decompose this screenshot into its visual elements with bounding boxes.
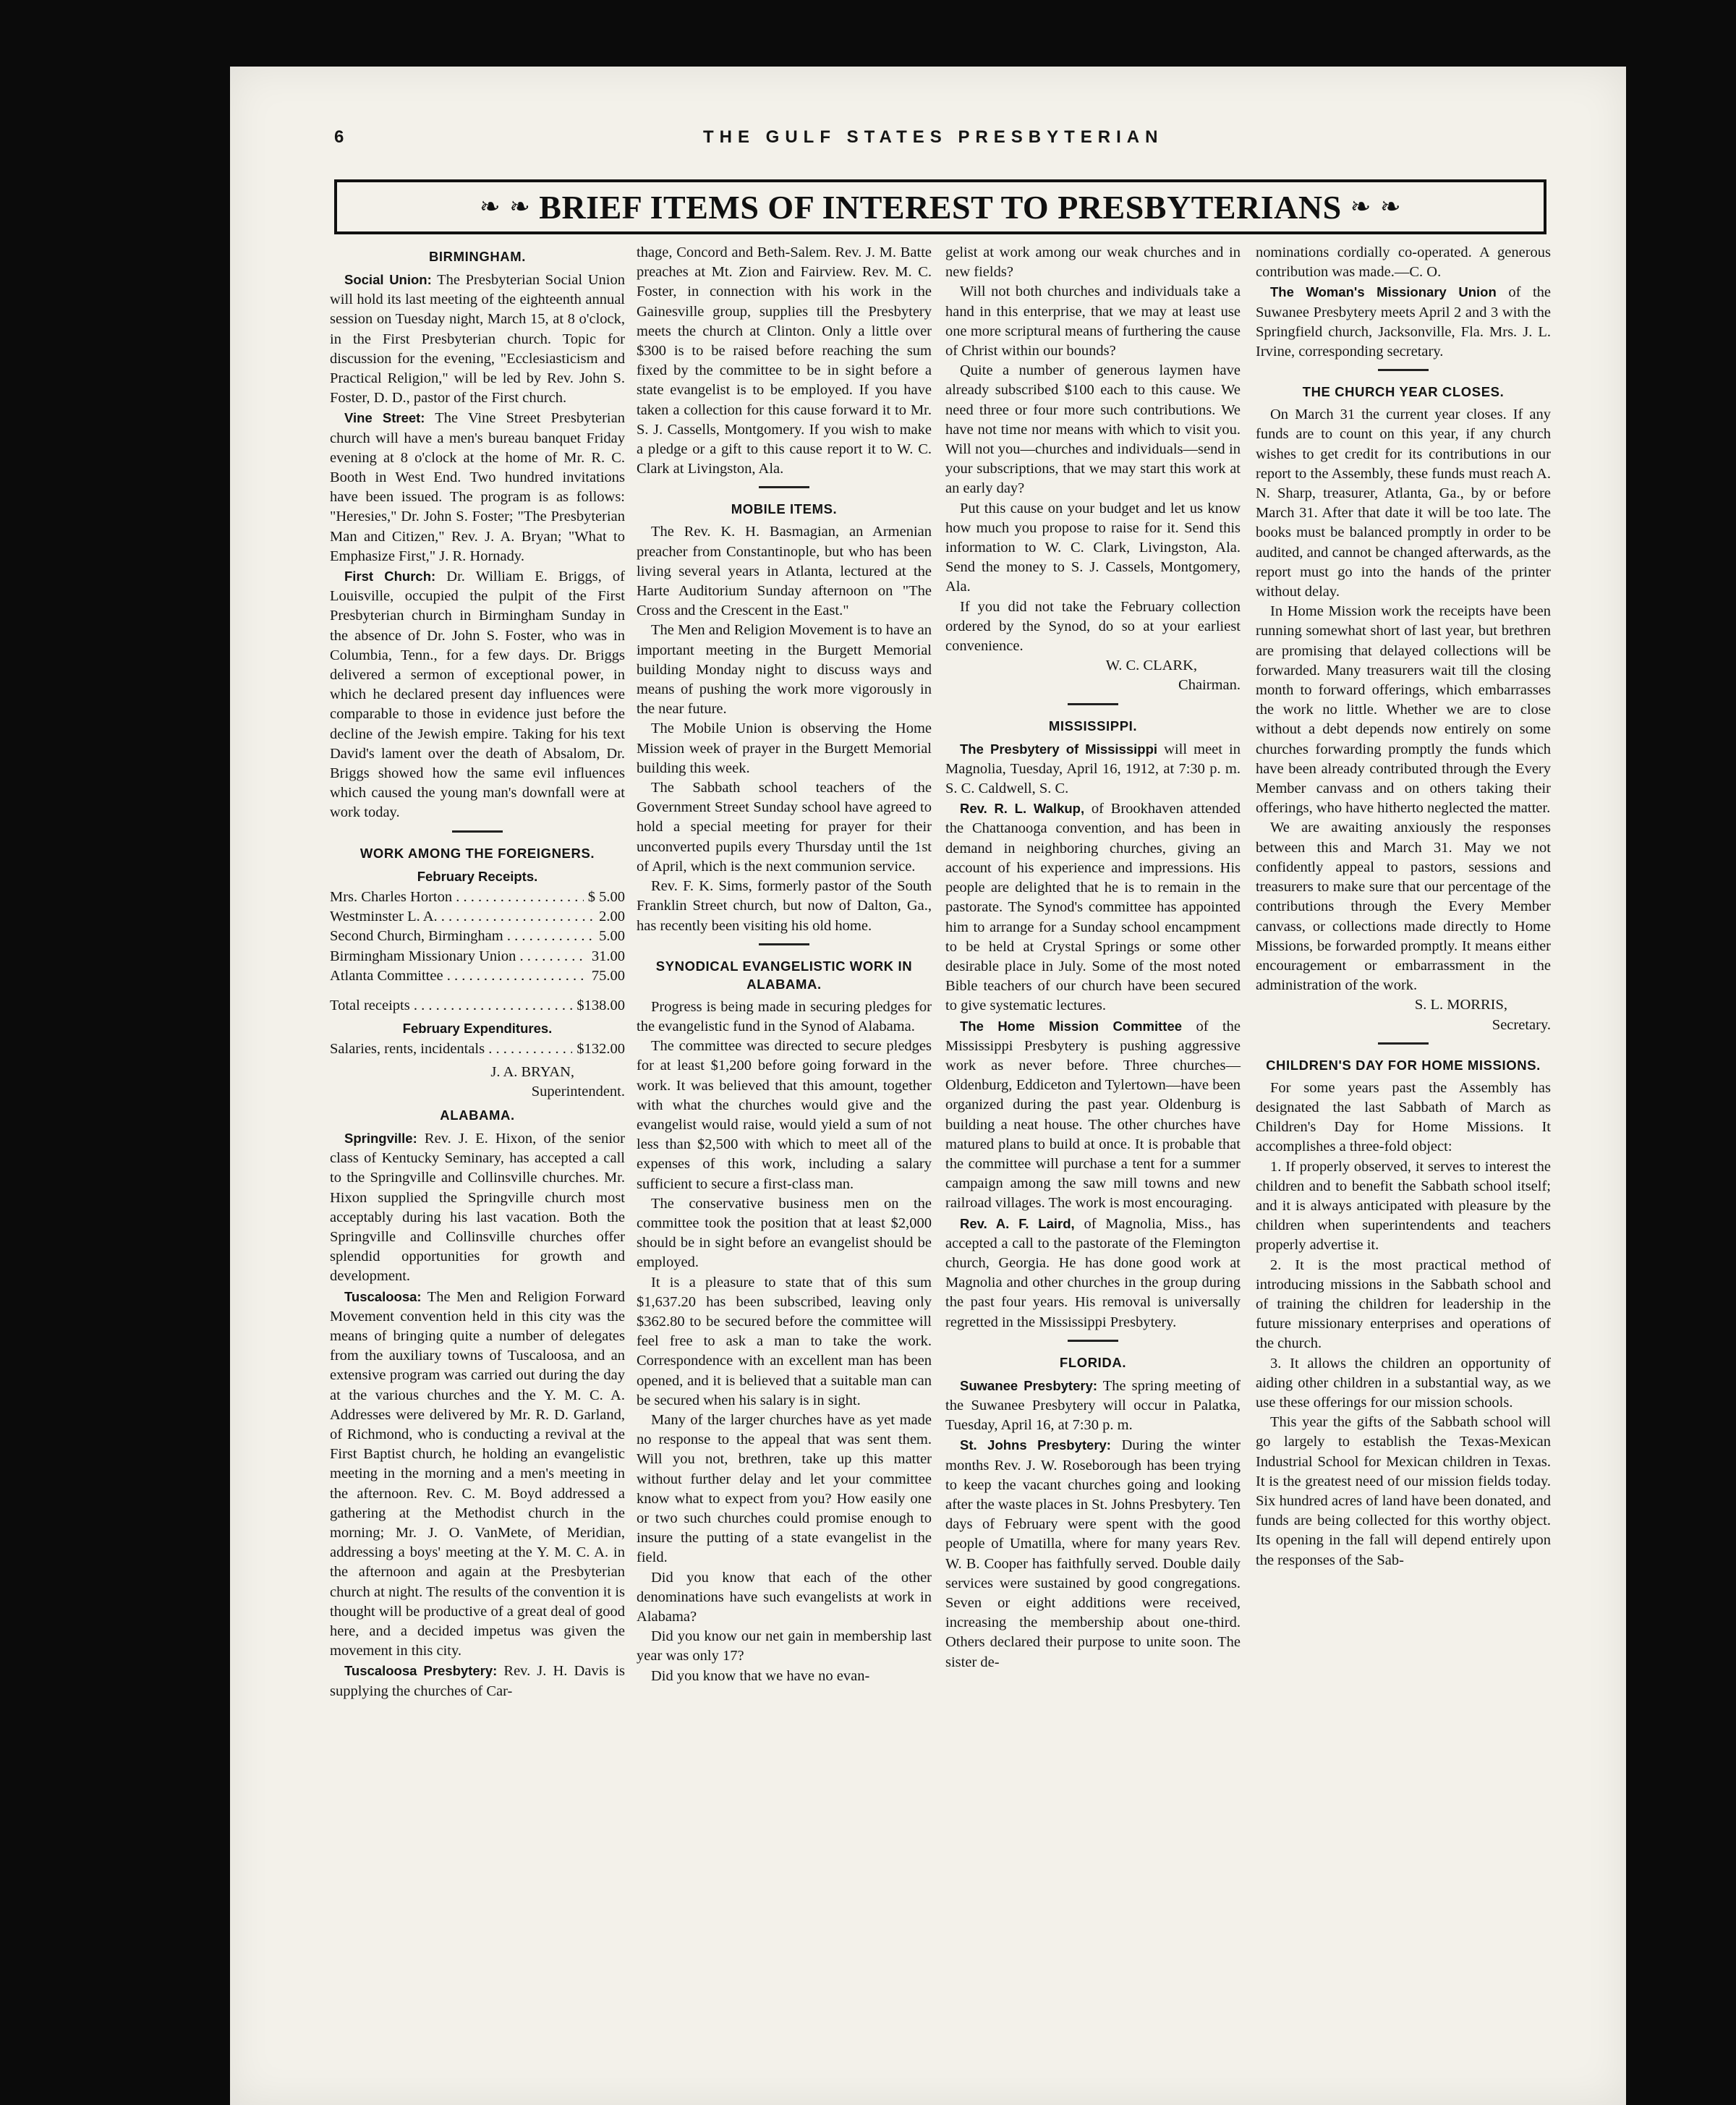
article-paragraph: The Sabbath school teachers of the Government Street Sunday school have agreed to hold a special meeting for prayer for their unconverted pupils every Thursday until the 1st of April, which is the next communion service. <box>637 780 932 875</box>
article-paragraph: Did you know that we have no evan- <box>651 1667 870 1684</box>
item-text: Dr. William E. Briggs, of Louisville, occupied the pulpit of the First Presbyterian church in Birmingham Sunday in the absence of Dr. John S. Foster, who was in Columbia, Tenn., for a few days. Dr. Briggs delivered a sermon of exceptional power, in which he declared present day influences were comparable to those in evidence just before the decline of the Jewish empire. Taking for his text David's lament over the death of Absalom, Dr. Briggs showed how the same evil influences which caused the young man's downfall were at work today. <box>330 569 625 821</box>
item-lead: Rev. R. L. Walkup, <box>960 801 1085 817</box>
article-paragraph: For some years past the Assembly has designated the last Sabbath of March as Children's Day for Home Missions. It accomplishes a three-fold object: <box>1256 1079 1551 1155</box>
item-text: The Vine Street Presbyterian church will have a men's bureau banquet Friday evening at 8 o'clock at the home of Mr. R. C. Booth in West End. Two hundred invitations have been issued. The program is as follows: "Heresies," Dr. John S. Foster; "The Presbyterian Man and Citizen," Rev. J. A. Bryan; "What to Emphasize First," J. R. Hornady. <box>330 410 625 564</box>
receipts-ledger <box>330 888 625 1016</box>
running-header <box>334 127 1546 156</box>
ledger-amount: 2.00 <box>599 909 625 925</box>
article-paragraph <box>945 1376 1241 1436</box>
article-paragraph: The conservative business men on the committee took the position that at least $2,000 should be in sight before an evangelist should be employed. <box>637 1195 932 1271</box>
ledger-row <box>330 1039 625 1059</box>
section-heading: SYNODICAL EVANGELISTIC WORK IN ALABAMA. <box>655 958 913 992</box>
section-heading: MISSISSIPPI. <box>1048 718 1138 733</box>
section-heading: ALABAMA. <box>440 1107 515 1123</box>
article-paragraph: Put this cause on your budget and let us know how much you propose to raise for it. Send this information to W. C. Clark, Livingston, Ala. Send the money to S. J. Cassels, Montgomery, Ala. <box>945 500 1241 595</box>
article-paragraph: Progress is being made in securing pledges for the evangelistic fund in the Synod of Alabama. <box>637 998 932 1034</box>
ledger-amount: $ 5.00 <box>587 888 625 905</box>
article-paragraph <box>330 1287 625 1662</box>
item-text: will meet in Magnolia, Tuesday, April 16, 1912, at 7:30 p. m. S. C. Caldwell, S. C. <box>945 741 1241 797</box>
article-paragraph <box>945 1435 1241 1672</box>
article-paragraph: Quite a number of generous laymen have already subscribed $100 each to this cause. We need three or four more such contributions. We have not time nor means with which to visit you. Will not you—churches and individuals—send in your subscriptions, that we may start this work at an early day? <box>945 362 1241 497</box>
column-3 <box>945 243 1241 1672</box>
article-paragraph: Did you know our net gain in membership last year was only 17? <box>637 1628 932 1664</box>
item-lead: Suwanee Presbytery: <box>960 1377 1098 1393</box>
signature-name: W. C. CLARK, <box>1105 658 1197 674</box>
item-lead: Social Union: <box>344 272 432 287</box>
divider <box>1378 369 1429 371</box>
item-text: of the Suwanee Presbytery meets April 2 and 3 with the Springfield church, Jacksonville, Fla. Mrs. J. L. Irvine, corresponding secretary. <box>1256 284 1551 360</box>
divider <box>1068 703 1118 705</box>
column-4 <box>1256 243 1551 1570</box>
page-number: 6 <box>334 127 344 147</box>
article-paragraph: On March 31 the current year closes. If any funds are to count on this year, if any church wishes to get credit for its contributions in our report to the Assembly, these funds must reach A. N. Sharp, treasurer, Atlanta, Ga., by or before March 31. After that date it will be too late. The books must be balanced promptly in order to be audited, and cannot be changed afterwards, as the report must go into the hands of the printer without delay. <box>1256 407 1551 600</box>
ornament-right-icon: ❧ ❧ <box>1350 192 1402 221</box>
signature-title: Superintendent. <box>531 1083 625 1100</box>
ledger-row <box>330 888 625 907</box>
divider <box>1378 1042 1429 1045</box>
article-paragraph: Did you know that each of the other denominations have such evangelists at work in Alabama? <box>637 1569 932 1625</box>
item-lead: The Presbytery of Mississippi <box>960 741 1158 757</box>
article-paragraph: nominations cordially co-operated. A generous contribution was made.—C. O. <box>1256 244 1551 281</box>
ledger-row <box>330 966 625 986</box>
ledger-total-row <box>330 996 625 1016</box>
article-paragraph <box>1256 282 1551 362</box>
signature-title: Secretary. <box>1492 1016 1551 1033</box>
section-banner <box>334 179 1546 234</box>
item-lead: St. Johns Presbytery: <box>960 1437 1111 1453</box>
column-2 <box>637 243 932 1686</box>
divider <box>759 943 809 945</box>
ledger-label: Westminster L. A. . . . <box>330 907 595 927</box>
item-text: of Brookhaven attended the Chattanooga convention, and has been in demand in neighboring churches, giving an account of his experience and impressions. His people are delighted that he is to remain in the pastorate. The Synod's committee has appointed him to arrange for a Sunday school encampment to be held at Crystal Springs or some other desirable place in July. Some of the most noted Bible teachers of our church have been secured to give systematic lectures. <box>945 801 1241 1014</box>
article-paragraph <box>330 408 625 566</box>
ledger-label: Birmingham Missionary Union . . . <box>330 947 587 966</box>
item-text: of the Mississippi Presbytery is pushing aggressive work as never before. Three churches—Oldenburg, Eddiceton and Tylertown—have been organized during the past year. Oldenburg is building a neat house. The other churches have matured plans to build at once. It is probable that the committee will purchase a tent for a summer campaign among the saw mill towns and new railroad villages. The work is most encouraging. <box>945 1018 1241 1212</box>
article-paragraph <box>330 1661 625 1701</box>
banner-title: BRIEF ITEMS OF INTEREST TO PRESBYTERIANS <box>539 188 1342 226</box>
item-text: The Men and Religion Forward Movement convention held in this city was the means of bringing quite a number of delegates from the auxiliary towns of Tuscaloosa, and an extensive program was carried out during the day at the various churches and the Y. M. C. A. Addresses were delivered by Mr. R. D. Garland, of Richmond, who is conducting a revival at the First Baptist church, he holding an evangelistic meeting in the morning and a men's meeting in the afternoon. Rev. C. M. Boyd addressed a gathering at the Methodist church in the morning; Mr. J. O. VanMete, of Meridian, addressing a boys' meeting at the Y. M. C. A. in the afternoon and again at the Presbyterian church at night. The results of the convention it is thought will be productive of a great deal of good here, and a decided impetus was given the movement in this city. <box>330 1288 625 1659</box>
section-heading: MOBILE ITEMS. <box>731 501 838 517</box>
item-text: The spring meeting of the Suwanee Presbytery will occur in Palatka, Tuesday, April 16, at 7:30 p. m. <box>945 1377 1241 1434</box>
ledger-row <box>330 947 625 966</box>
ledger-amount: 5.00 <box>599 928 625 945</box>
article-paragraph: Will not both churches and individuals take a hand in this enterprise, that we may at least use one more scriptural means of furthering the cause of Christ within our bounds? <box>945 284 1241 360</box>
section-heading: FLORIDA. <box>1059 1354 1127 1370</box>
article-paragraph: 3. It allows the children an opportunity of aiding other children in a substantial way, as we use these offerings for our mission schools. <box>1256 1355 1551 1411</box>
signature-title: Chairman. <box>1178 677 1241 694</box>
ledger-row <box>330 907 625 927</box>
article-paragraph: 1. If properly observed, it serves to interest the children and to benefit the Sabbath school itself; and it is always anticipated with pleasure by the children when superintendents and teachers properly advertise it. <box>1256 1158 1551 1254</box>
expenditures-ledger <box>330 1039 625 1059</box>
item-lead: Tuscaloosa Presbytery: <box>344 1663 498 1679</box>
ledger-amount: $138.00 <box>576 997 625 1013</box>
item-lead: Springville: <box>344 1130 417 1146</box>
item-text: of Magnolia, Miss., has accepted a call to the pastorate of the Flemington church, Georgia. He has done good work at Magnolia and other churches in the group during the past four years. His removal is universally regretted in the Mississippi Presbytery. <box>945 1215 1241 1330</box>
ledger-row <box>330 927 625 946</box>
article-paragraph: We are awaiting anxiously the responses between this and March 31. May we not confidently appeal to pastors, sessions and treasurers to make sure that our percentage of the contributions through the Every Member canvass, or collections made directly to Home Missions, be forwarded promptly. It means either encouragement or embarrassment in the administration of the work. <box>1256 820 1551 994</box>
ledger-label: Second Church, Birmingham . . . <box>330 927 595 946</box>
article-paragraph: If you did not take the February collection ordered by the Synod, do so at your earliest convenience. <box>945 598 1241 655</box>
item-lead: Vine Street: <box>344 410 425 426</box>
ledger-label: Mrs. Charles Horton . . . <box>330 888 584 907</box>
sub-heading: February Receipts. <box>417 868 538 884</box>
divider <box>452 830 503 833</box>
article-paragraph: The Mobile Union is observing the Home Mission week of prayer in the Burgett Memorial building this week. <box>637 720 932 776</box>
article-paragraph: 2. It is the most practical method of introducing missions in the Sabbath school and of training the children for leadership in the future missionary enterprises and operations of the church. <box>1256 1256 1551 1352</box>
item-text: Rev. J. H. Davis is supplying the churches of Car- <box>330 1663 626 1699</box>
column-1 <box>330 243 625 1701</box>
signature-name: J. A. BRYAN, <box>490 1063 574 1080</box>
item-text: Rev. J. E. Hixon, of the senior class of Kentucky Seminary, has accepted a call to the Springville and Collinsville churches. Mr. Hixon supplied the Springville church most acceptably during his last vacation. Both the Springville and Collinsville churches offer splendid opportunities for growth and development. <box>330 1130 625 1285</box>
article-paragraph: Rev. F. K. Sims, formerly pastor of the South Franklin Street church, but now of Dalton, Ga., has recently been visiting his old home. <box>637 878 932 934</box>
paper-name: THE GULF STATES PRESBYTERIAN <box>703 127 1164 147</box>
article-paragraph <box>945 1214 1241 1332</box>
ledger-label: Salaries, rents, incidentals . . . <box>330 1039 572 1059</box>
article-paragraph <box>945 739 1241 799</box>
article-paragraph <box>330 270 625 408</box>
article-paragraph <box>945 799 1241 1016</box>
article-paragraph <box>945 1016 1241 1214</box>
article-paragraph: It is a pleasure to state that of this sum $1,637.20 has been subscribed, leaving only $362.80 to be secured before the committee will feel free to ask a man to take the work. Correspondence with an excellent man has been opened, and it is believed that a suitable man can be secured when his salary is in sight. <box>637 1274 932 1408</box>
item-lead: Rev. A. F. Laird, <box>960 1215 1075 1231</box>
article-paragraph: thage, Concord and Beth-Salem. Rev. J. M. Batte preaches at Mt. Zion and Fairview. Rev. M. C. Foster, in connection with his work in the Gainesville group, supplies till the Presbytery meets the church at Clinton. Only a little over $300 is to be raised before reaching the sum fixed by the committee to be in sight before a state evangelist is to be employed. If you have taken a collection for this cause forward it to Mr. S. J. Cassells, Montgomery. If you wish to make a pledge or a gift to this cause report it to W. C. Clark at Livingston, Ala. <box>637 244 932 477</box>
sub-heading: February Expenditures. <box>402 1021 553 1037</box>
item-text: The Presbyterian Social Union will hold its last meeting of the eighteenth annual session on Tuesday night, March 15, at 8 o'clock, in the First Presbyterian church. Topic for discussion for the evening, "Ecclesiasticism and Practical Religion," will be led by Rev. John S. Foster, D. D., pastor of the First church. <box>330 272 625 407</box>
ledger-label: Atlanta Committee . . . <box>330 966 587 986</box>
section-heading: CHILDREN'S DAY FOR HOME MISSIONS. <box>1266 1057 1541 1073</box>
item-lead: Tuscaloosa: <box>344 1288 422 1304</box>
ledger-amount: $132.00 <box>576 1041 625 1058</box>
signature-name: S. L. MORRIS, <box>1414 997 1507 1013</box>
divider <box>1068 1340 1118 1342</box>
item-lead: First Church: <box>344 569 436 584</box>
ledger-amount: 31.00 <box>591 948 625 964</box>
article-paragraph: The Men and Religion Movement is to have an important meeting in the Burgett Memorial building Monday night to discuss ways and means of pushing the work more vigorously in the near future. <box>637 622 932 718</box>
item-text: During the winter months Rev. J. W. Roseborough has been trying to keep the vacant churches going and looking after the waste places in St. Johns Presbytery. Ten days of February were spent with the good people of Umatilla, where for many years Rev. W. B. Cooper has faithfully served. Double daily services were sustained by good congregations. Seven or eight additions were received, increasing the membership about one-third. Others declared their purpose to unite soon. The sister de- <box>945 1437 1241 1670</box>
article-paragraph <box>330 566 625 823</box>
article-paragraph: gelist at work among our weak churches and in new fields? <box>945 244 1241 281</box>
article-paragraph: The Rev. K. H. Basmagian, an Armenian preacher from Constantinople, but who has been living several years in Atlanta, lectured at the Harte Auditorium Sunday afternoon on "The Cross and the Crescent in the East." <box>637 524 932 619</box>
article-paragraph: The committee was directed to secure pledges for at least $1,200 before going forward in the work. It was believed that this amount, together with what the churches would give and the evangelist would raise, would yield a sum of not less than $2,500 with which to meet all of the expenses of this work, including a salary sufficient to secure a first-class man. <box>637 1038 932 1192</box>
section-heading: THE CHURCH YEAR CLOSES. <box>1302 384 1505 400</box>
ledger-label: Total receipts . . . <box>330 996 572 1016</box>
divider <box>759 486 809 488</box>
ledger-amount: 75.00 <box>591 967 625 984</box>
article-paragraph: This year the gifts of the Sabbath school will go largely to establish the Texas-Mexican Industrial School for Mexican children in Texas. It is the greatest need of our mission fields today. Six hundred acres of land have been donated, and funds are being collected for this worthy object. Its opening in the fall will depend entirely upon the responses of the Sab- <box>1256 1414 1551 1568</box>
article-paragraph: In Home Mission work the receipts have been running somewhat short of last year, but brethren are promising that delayed collections will be forwarded. Many treasurers wait till the closing month to forward offerings, which embarrasses the work no little. Whether we are to close without a debt depends now entirely on some churches forwarding promptly the funds which have been already contributed through the Every Member canvass and on others taking their offerings, who have hitherto neglected the matter. <box>1256 603 1551 817</box>
article-paragraph <box>330 1128 625 1287</box>
section-heading: WORK AMONG THE FOREIGNERS. <box>359 845 595 861</box>
ornament-left-icon: ❧ ❧ <box>479 192 531 221</box>
item-lead: The Woman's Missionary Union <box>1270 284 1497 300</box>
item-lead: The Home Mission Committee <box>960 1018 1183 1034</box>
article-paragraph: Many of the larger churches have as yet made no response to the appeal that was sent them. Will you not, brethren, take up this matter without further delay and let your committee know what to expect from you? How easily one or two such churches could promise enough to insure the putting of a state evangelist in the field. <box>637 1411 932 1566</box>
section-heading: BIRMINGHAM. <box>428 249 527 264</box>
